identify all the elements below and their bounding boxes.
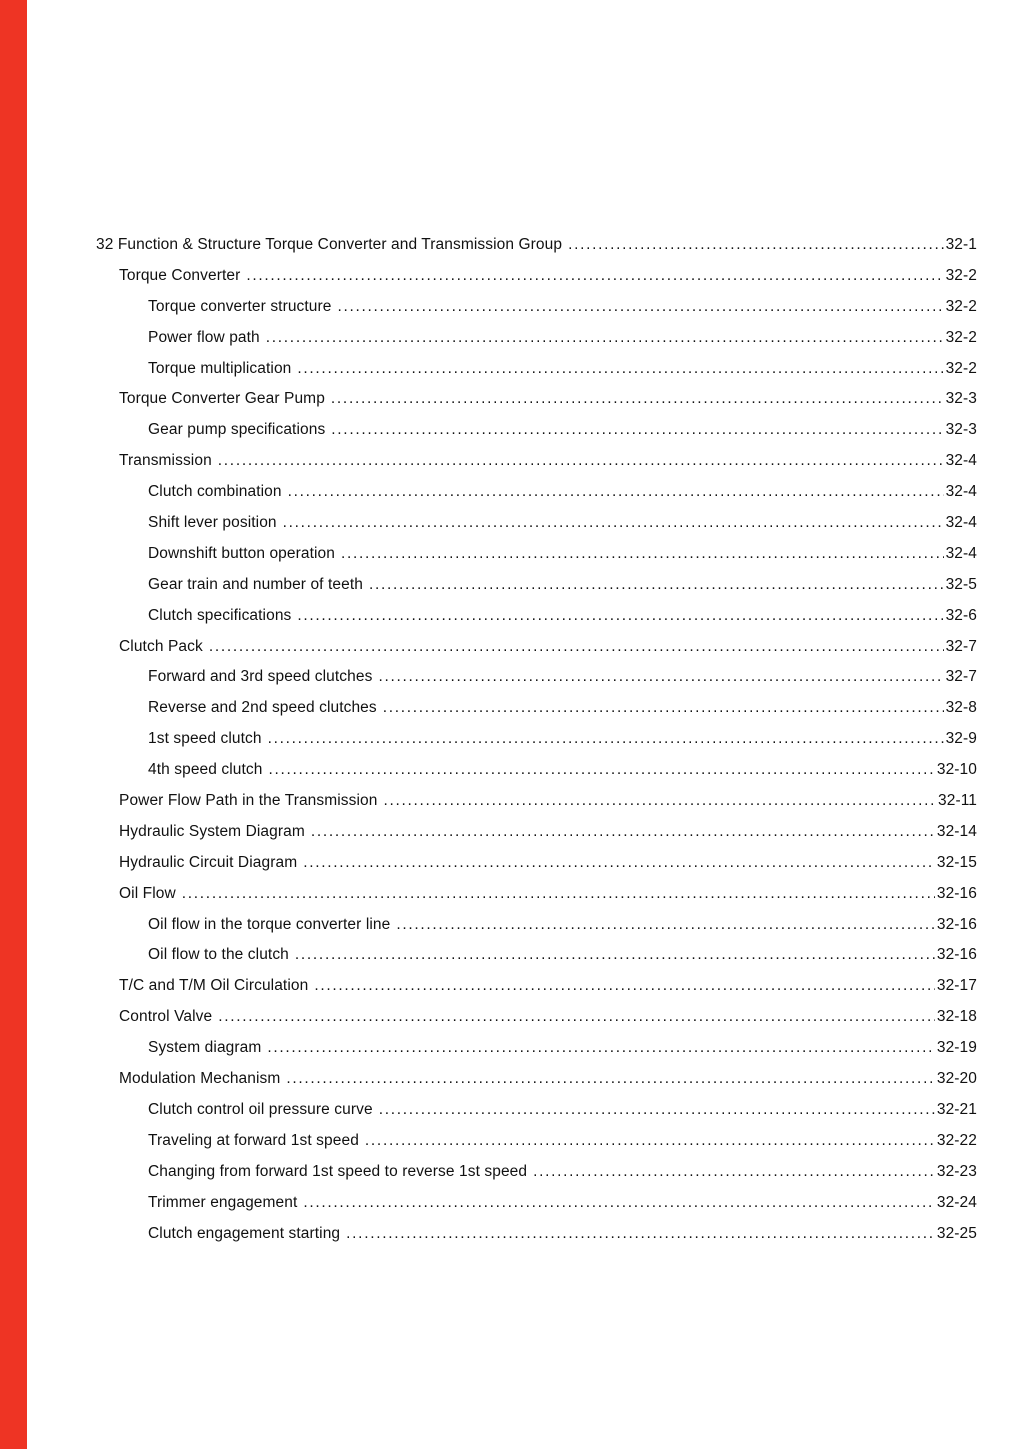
toc-row: [96, 1225, 977, 1256]
toc-entry-page: 32-8: [945, 699, 977, 717]
toc-row: [96, 885, 977, 916]
toc-entry-label: T/C and T/M Oil Circulation: [119, 977, 309, 995]
toc-row: [96, 1163, 977, 1194]
toc-row: [96, 792, 977, 823]
toc-entry-label: 32 Function & Structure Torque Converter and Transmission Group: [96, 236, 563, 253]
toc-leader-dots: [297, 607, 943, 625]
toc-entry-label: Torque multiplication: [148, 359, 292, 377]
toc-leader-dots: [286, 1070, 934, 1088]
toc-row: [96, 1039, 977, 1070]
toc-leader-dots: [303, 854, 935, 872]
toc-row: [96, 1132, 977, 1163]
toc-row: [96, 298, 977, 329]
toc-entry-label: Traveling at forward 1st speed: [148, 1131, 359, 1149]
toc-leader-dots: [267, 1039, 934, 1057]
toc-entry-page: 32-16: [936, 884, 977, 902]
toc-leader-dots: [311, 823, 935, 841]
toc-row: [96, 1194, 977, 1225]
toc-row: [96, 514, 977, 545]
toc-entry-page: 32-19: [936, 1039, 977, 1057]
toc-row: [96, 329, 977, 360]
toc-leader-dots: [266, 329, 944, 347]
toc-leader-dots: [568, 236, 943, 254]
toc-row: [96, 452, 977, 483]
toc-row: [96, 946, 977, 977]
toc-row: [96, 854, 977, 885]
toc-entry-page: 32-17: [936, 977, 977, 995]
toc-entry-page: 32-5: [945, 575, 977, 593]
toc-entry-page: 32-4: [945, 544, 977, 562]
toc-row: [96, 360, 977, 391]
toc-entry-label: Clutch engagement starting: [148, 1224, 341, 1242]
toc-leader-dots: [209, 638, 944, 656]
toc-row: [96, 1008, 977, 1039]
toc-entry-page: 32-2: [945, 297, 977, 315]
toc-row: [96, 236, 977, 267]
toc-entry-page: 32-22: [936, 1131, 977, 1149]
toc-leader-dots: [246, 267, 943, 285]
toc-entry-label: Clutch specifications: [148, 606, 292, 624]
toc-entry-label: Hydraulic Circuit Diagram: [119, 853, 298, 871]
toc-entry-label: Forward and 3rd speed clutches: [148, 668, 373, 686]
toc-leader-dots: [268, 761, 934, 779]
toc-leader-dots: [218, 1008, 935, 1026]
toc-entry-label: Gear train and number of teeth: [148, 575, 363, 593]
toc-leader-dots: [341, 545, 944, 563]
toc-leader-dots: [288, 483, 944, 501]
toc-row: [96, 421, 977, 452]
toc-row: [96, 483, 977, 514]
toc-leader-dots: [346, 1225, 935, 1243]
toc-entry-label: Oil Flow: [119, 884, 176, 902]
toc-entry-page: 32-2: [945, 328, 977, 346]
toc-leader-dots: [295, 946, 935, 964]
toc-entry-label: System diagram: [148, 1039, 262, 1057]
toc-entry-page: 32-1: [945, 236, 977, 253]
toc-entry-label: Control Valve: [119, 1008, 213, 1026]
toc-entry-label: Transmission: [119, 452, 212, 470]
toc-entry-page: 32-3: [945, 390, 977, 408]
toc-entry-page: 32-4: [945, 452, 977, 470]
toc-entry-page: 32-4: [945, 483, 977, 501]
toc-row: [96, 545, 977, 576]
toc-leader-dots: [533, 1163, 935, 1181]
toc-row: [96, 977, 977, 1008]
toc-row: [96, 607, 977, 638]
toc-leader-dots: [383, 699, 944, 717]
toc-entry-page: 32-23: [936, 1162, 977, 1180]
toc-entry-label: Downshift button operation: [148, 544, 335, 562]
toc-entry-page: 32-4: [945, 514, 977, 532]
toc-entry-label: Power Flow Path in the Transmission: [119, 792, 378, 810]
toc-entry-page: 32-3: [945, 421, 977, 439]
toc-entry-label: Changing from forward 1st speed to reverse 1st speed: [148, 1162, 528, 1180]
toc-leader-dots: [379, 1101, 935, 1119]
toc-entry-page: 32-2: [945, 359, 977, 377]
toc-entry-label: Power flow path: [148, 328, 260, 346]
toc-leader-dots: [396, 916, 934, 934]
toc-entry-page: 32-16: [936, 946, 977, 964]
toc-row: [96, 761, 977, 792]
toc-entry-page: 32-7: [945, 668, 977, 686]
toc-entry-page: 32-21: [936, 1100, 977, 1118]
toc-row: [96, 668, 977, 699]
toc-entry-label: Clutch combination: [148, 483, 282, 501]
toc-leader-dots: [331, 421, 943, 439]
toc-leader-dots: [182, 885, 935, 903]
toc-row: [96, 699, 977, 730]
toc-row: [96, 638, 977, 669]
page-edge-stripe: [0, 0, 27, 1449]
toc-entry-page: 32-6: [945, 606, 977, 624]
toc-leader-dots: [378, 668, 943, 686]
toc-entry-page: 32-20: [936, 1070, 977, 1088]
toc-row: [96, 267, 977, 298]
toc-leader-dots: [384, 792, 937, 810]
toc-entry-label: Clutch control oil pressure curve: [148, 1100, 373, 1118]
toc-row: [96, 823, 977, 854]
toc-entry-label: Modulation Mechanism: [119, 1070, 281, 1088]
toc-entry-label: Oil flow to the clutch: [148, 946, 289, 964]
toc-leader-dots: [283, 514, 944, 532]
toc-entry-page: 32-9: [945, 730, 977, 748]
toc-list: [96, 236, 977, 1255]
toc-row: [96, 576, 977, 607]
toc-entry-label: 4th speed clutch: [148, 761, 263, 779]
toc-row: [96, 390, 977, 421]
toc-entry-label: Torque converter structure: [148, 297, 332, 315]
toc-row: [96, 730, 977, 761]
toc-leader-dots: [314, 977, 935, 995]
toc-entry-page: 32-15: [936, 853, 977, 871]
toc-entry-page: 32-10: [936, 761, 977, 779]
toc-entry-label: Trimmer engagement: [148, 1193, 298, 1211]
toc-entry-page: 32-7: [945, 637, 977, 655]
toc-leader-dots: [218, 452, 944, 470]
toc-entry-label: 1st speed clutch: [148, 730, 262, 748]
toc-entry-label: Torque Converter Gear Pump: [119, 390, 325, 408]
toc-entry-label: Gear pump specifications: [148, 421, 326, 439]
toc-entry-label: Clutch Pack: [119, 637, 203, 655]
toc-entry-label: Hydraulic System Diagram: [119, 822, 305, 840]
toc-entry-label: Torque Converter: [119, 266, 241, 284]
toc-row: [96, 1070, 977, 1101]
toc-entry-page: 32-24: [936, 1193, 977, 1211]
toc-leader-dots: [331, 390, 944, 408]
toc-entry-label: Shift lever position: [148, 514, 277, 532]
toc-leader-dots: [338, 298, 944, 316]
toc-entry-page: 32-18: [936, 1008, 977, 1026]
toc-entry-label: Oil flow in the torque converter line: [148, 915, 391, 933]
toc-entry-page: 32-11: [938, 792, 977, 810]
toc-row: [96, 916, 977, 947]
toc-entry-page: 32-16: [936, 915, 977, 933]
toc-leader-dots: [303, 1194, 934, 1212]
toc-entry-page: 32-14: [936, 822, 977, 840]
toc-row: [96, 1101, 977, 1132]
toc-leader-dots: [268, 730, 944, 748]
toc-entry-label: Reverse and 2nd speed clutches: [148, 699, 377, 717]
toc-entry-page: 32-25: [936, 1224, 977, 1242]
toc-entry-page: 32-2: [945, 266, 977, 284]
toc-leader-dots: [365, 1132, 935, 1150]
toc-leader-dots: [369, 576, 944, 594]
toc-leader-dots: [297, 360, 943, 378]
